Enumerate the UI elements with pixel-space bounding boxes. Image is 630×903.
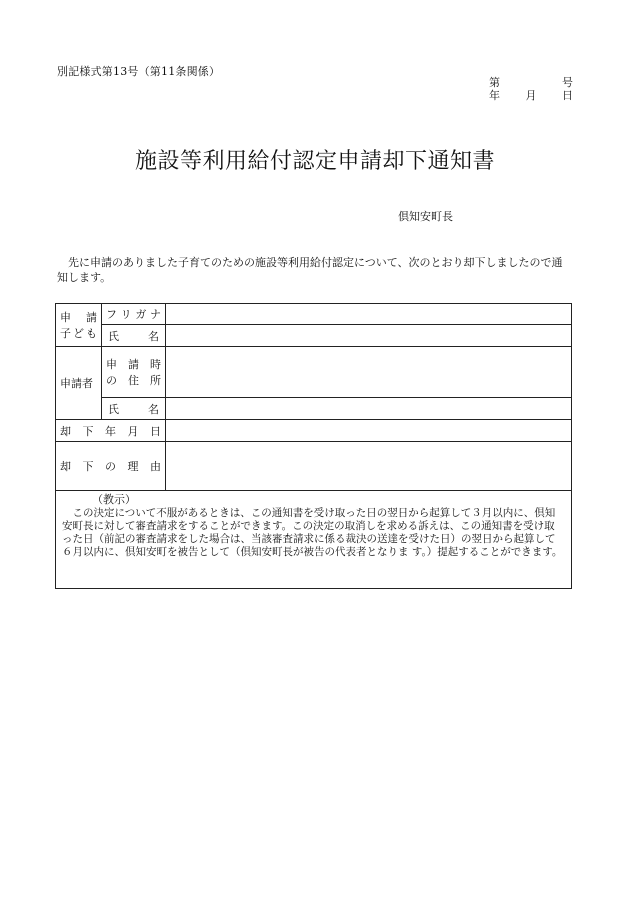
applicant-label: 申請者 [56, 347, 102, 420]
rejection-reason-label: 却 下 の 理 由 [56, 442, 166, 491]
furigana-label: フ リ ガ ナ [102, 304, 166, 325]
body-text: 先に申請のありました子育てのための施設等利用給付認定について、次のとおり却下しましたので通知します。 [57, 256, 563, 284]
applicant-name-field[interactable] [166, 398, 572, 420]
page-title: 施設等利用給付認定申請却下通知書 [134, 149, 495, 174]
document-date: 年 月 日 [489, 89, 573, 102]
form-number: 別記様式第13号（第11条関係） [57, 65, 221, 78]
child-name-field[interactable] [166, 325, 572, 347]
issuer: 倶知安町長 [398, 210, 453, 223]
address-label: 申 請 時 の 住 所 [102, 347, 166, 398]
rejection-date-field[interactable] [166, 420, 572, 442]
furigana-field[interactable] [166, 304, 572, 325]
application-form-table [55, 303, 572, 589]
notice-text: この決定について不服があるときは、この通知書を受け取った日の翌日から起算して３月以内に、倶知安町長に対して審査請求をすることができます。この決定の取消しを求める訴えは、この通知書を受け取った日（前記の審査請求をした場合は、当該審査請求に係る裁決の送達を受けた日）の翌日から起算して６月以内に、倶知安町を被告として（倶知安町長が被告の代表者となりま す。）提起することができます。 [62, 507, 563, 558]
rejection-reason-field[interactable] [166, 442, 572, 491]
document-number-date [489, 76, 573, 102]
child-label-line1: 申 請 [60, 311, 97, 324]
applicant-address-field[interactable] [166, 347, 572, 398]
child-label-line2: 子 ど も [60, 327, 97, 340]
rejection-date-label: 却 下 年 月 日 [56, 420, 166, 442]
child-name-label: 氏 名 [102, 325, 166, 347]
document-number: 第 号 [489, 76, 573, 89]
notice-section [56, 491, 572, 589]
notice-heading: （教示） [92, 493, 136, 506]
child-label [56, 304, 102, 347]
applicant-name-label: 氏 名 [102, 398, 166, 420]
